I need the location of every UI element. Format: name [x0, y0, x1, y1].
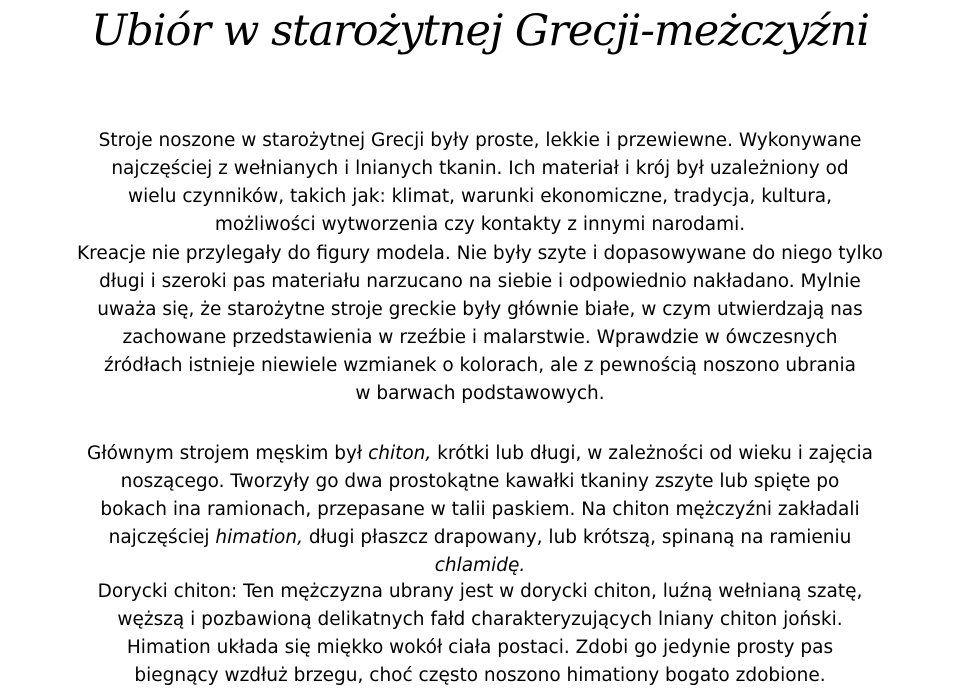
text-line: [4, 552, 956, 580]
term-himation: himation,: [215, 527, 303, 548]
text-fragment: Głównym strojem męskim był: [86, 443, 369, 464]
text-line: najczęściej z wełnianych i lnianych tkanin. Ich materiał i krój był uzależniony od: [111, 158, 849, 179]
text-line: Dorycki chiton: Ten mężczyzna ubrany jest w dorycki chiton, luźną wełnianą szatę,: [97, 581, 863, 602]
text-line: [4, 524, 956, 552]
term-chiton: chiton,: [368, 443, 432, 464]
term-chlamida: chlamidę.: [434, 555, 526, 576]
text-line: uważa się, że starożytne stroje greckie były głównie białe, w czym utwierdzają nas: [97, 299, 863, 320]
paragraph-intro: [4, 127, 956, 239]
text-line: źródłach istnieje niewiele wzmianek o kolorach, ale z pewnością noszono ubrania: [103, 355, 857, 376]
paragraph-doric-chiton: [4, 578, 956, 690]
text-fragment: długi płaszcz drapowany, lub krótszą, spinaną na ramieniu: [302, 527, 852, 548]
text-line: możliwości wytworzenia czy kontakty z innymi narodami.: [214, 214, 746, 235]
paragraph-chiton: [4, 440, 956, 580]
text-line: w barwach podstawowych.: [355, 383, 605, 404]
page-title: Ubiór w starożytnej Grecji-meżczyźni: [91, 6, 869, 56]
text-line: biegnący wzdłuż brzegu, choć często noszono himationy bogato zdobione.: [134, 665, 826, 686]
text-line: [4, 440, 956, 468]
text-line: Himation układa się miękko wokół ciała postaci. Zdobi go jedynie prosty pas: [126, 637, 834, 658]
text-line: wielu czynników, takich jak: klimat, warunki ekonomiczne, tradycja, kultura,: [127, 186, 833, 207]
text-fragment: krótki lub długi, w zależności od wieku i zajęcia: [431, 443, 873, 464]
text-line: bokach ina ramionach, przepasane w talii paskiem. Na chiton mężczyźni zakładali: [100, 499, 860, 520]
text-line: Stroje noszone w starożytnej Grecji były proste, lekkie i przewiewne. Wykonywane: [98, 130, 862, 151]
text-fragment: najczęściej: [108, 527, 216, 548]
text-line: Kreacje nie przylegały do figury modela. Nie były szyte i dopasowywane do niego tylko: [77, 243, 883, 264]
text-line: noszącego. Tworzyły go dwa prostokątne kawałki tkaniny zszyte lub spięte po: [120, 471, 840, 492]
text-line: zachowane przedstawienia w rzeźbie i malarstwie. Wprawdzie w ówczesnych: [122, 327, 838, 348]
text-line: długi i szeroki pas materiału narzucano na siebie i odpowiednio nakładano. Mylnie: [99, 271, 861, 292]
paragraph-garments: [4, 240, 956, 408]
text-line: węższą i pozbawioną delikatnych fałd charakteryzujących lniany chiton joński.: [117, 609, 843, 630]
